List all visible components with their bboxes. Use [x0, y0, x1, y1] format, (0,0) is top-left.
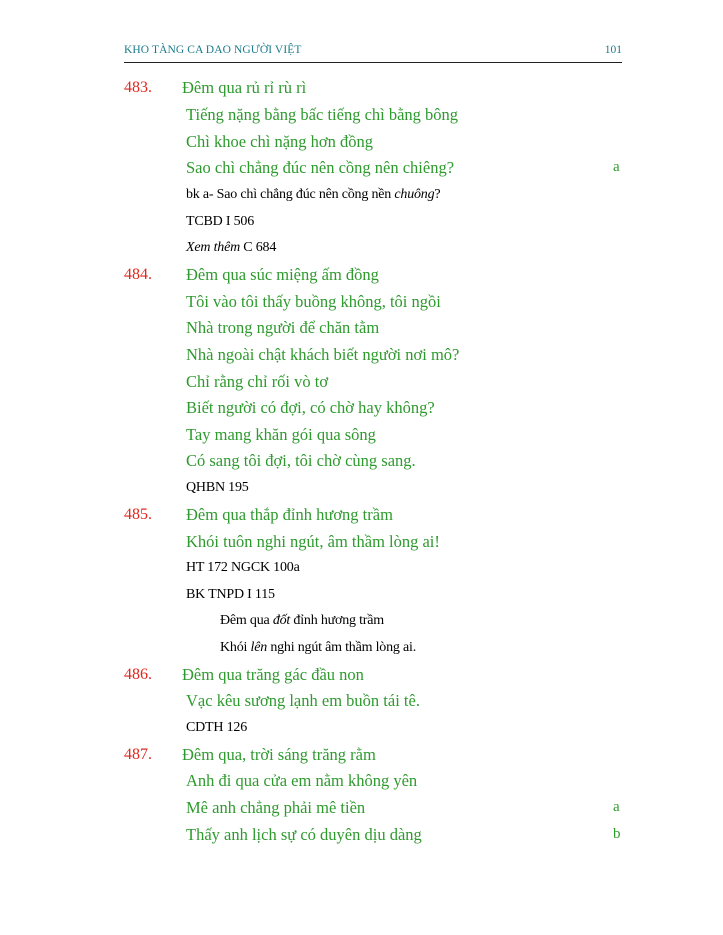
line-marker: a [613, 799, 620, 815]
source-ref: CDTH 126 [186, 720, 248, 735]
variant-note: bk a- Sao chì chẳng đúc nên cồng nền chuông? [186, 187, 441, 202]
entry-number: 484. [124, 266, 152, 283]
entry-number: 486. [124, 666, 152, 683]
line-marker: b [613, 826, 621, 842]
verse-line: Tiếng nặng bằng bấc tiếng chì bằng bông [186, 105, 459, 124]
verse-line: Mê anh chẳng phải mê tiền [186, 798, 366, 817]
verse-line: Chì khoe chì nặng hơn đồng [186, 132, 373, 151]
see-also: Xem thêm C 684 [186, 240, 277, 255]
entry-number: 487. [124, 746, 152, 763]
page-number: 101 [604, 44, 622, 56]
verse-line: Có sang tôi đợi, tôi chờ cùng sang. [186, 451, 416, 470]
verse-line: Sao chì chẳng đúc nên cồng nên chiêng? [186, 158, 455, 177]
source-ref: BK TNPD I 115 [186, 587, 275, 602]
source-ref: HT 172 NGCK 100a [186, 560, 300, 575]
verse-line: Chỉ rằng chỉ rối vò tơ [186, 372, 329, 391]
variant-line: Đêm qua đốt đỉnh hương trầm [220, 613, 384, 628]
verse-line: Thấy anh lịch sự có duyên dịu dàng [186, 825, 422, 844]
verse-line: Nhà ngoài chật khách biết người nơi mô? [186, 345, 460, 364]
line-marker: a [613, 159, 620, 175]
source-ref: QHBN 195 [186, 480, 249, 495]
verse-line: Đêm qua, trời sáng trăng rằm [182, 745, 376, 764]
running-header [124, 44, 622, 63]
verse-line: Khói tuôn nghi ngút, âm thầm lòng ai! [186, 532, 440, 551]
book-title: KHO TÀNG CA DAO NGƯỜI VIỆT [124, 44, 302, 56]
entry-number: 483. [124, 79, 152, 96]
source-ref: TCBD I 506 [186, 214, 255, 229]
verse-line: Tôi vào tôi thấy buồng không, tôi ngồi [186, 292, 441, 311]
variant-line: Khói lên nghi ngút âm thầm lòng ai. [220, 640, 417, 655]
verse-line: Vạc kêu sương lạnh em buồn tái tê. [186, 691, 420, 710]
verse-line: Đêm qua rủ rỉ rù rì [182, 78, 307, 97]
verse-line: Biết người có đợi, có chờ hay không? [186, 398, 435, 417]
entry-number: 485. [124, 506, 152, 523]
verse-line: Nhà trong người để chăn tằm [186, 318, 380, 337]
verse-line: Đêm qua thắp đỉnh hương trầm [186, 505, 393, 524]
verse-line: Đêm qua súc miệng ấm đồng [186, 265, 379, 284]
verse-line: Tay mang khăn gói qua sông [186, 425, 376, 444]
verse-line: Đêm qua trăng gác đầu non [182, 665, 364, 684]
verse-line: Anh đi qua cửa em nằm không yên [186, 771, 418, 790]
